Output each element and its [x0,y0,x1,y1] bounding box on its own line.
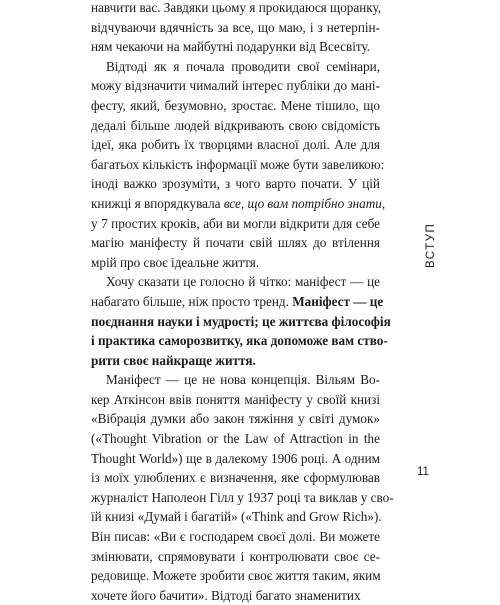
text-line [91,312,391,332]
text-line [91,370,380,390]
text-line [91,507,380,527]
text-line [91,449,380,469]
text-line [91,37,380,57]
text-line [91,253,380,273]
text-segment: Маніфест — це не нова концепція. Вільям Во- [106,372,380,388]
text-line [91,76,380,96]
text-segment: хочете його бачити». Відтоді багато знаменитих [91,587,361,603]
text-line [91,527,380,547]
text-line [91,194,386,214]
text-line [91,214,380,234]
bold-text: поєднання науки і мудрості; це життєва філософія [91,313,391,329]
text-line [91,566,380,586]
text-line [91,116,380,136]
text-segment: («Thought Vibration or the Law of Attraction in the [91,431,380,447]
text-line [91,18,380,38]
text-line [91,174,380,194]
paragraph [91,272,391,370]
text-line [91,0,380,18]
text-segment: ідеї, яка робить їх творцями власної долі. Але для [91,137,380,153]
bold-text: і практика саморозвитку, яка допоможе вам ство- [91,333,388,349]
text-line [91,488,394,508]
text-line [91,292,384,312]
text-segment: відчуваючи вдячність за все, що маю, і з нетерпін- [91,19,380,35]
text-segment: мрій про своє ідеальне життя. [91,254,260,270]
italic-text: все, що вам потрібно знати [223,195,382,211]
text-segment: редовище. Можете зробити своє життя таким, яким [91,568,381,584]
page-number: 11 [417,466,429,478]
text-line [91,390,380,410]
bold-text: рити своє найкраще життя. [91,352,256,368]
text-line [91,135,380,155]
text-line [91,155,385,175]
text-segment: набагато більше, ніж просто тренд. [91,293,293,309]
body-text [91,0,394,605]
text-segment: кер Аткінсон ввів поняття маніфесту у своїй книзі [91,391,380,407]
text-segment: змінювати, спрямовувати і контролювати своє се- [91,548,380,564]
text-line [91,272,380,292]
text-segment: із моїх улюблених є визначення, яке сформулював [91,470,380,486]
text-segment: Відтоді як я почала проводити свої семінари, [106,58,380,74]
text-segment: багатьох кількість інформації може бути завеликою: [91,156,385,172]
text-segment: Thought World») ще в далекому 1906 році. А одним [91,450,380,466]
text-line [91,96,380,116]
text-segment: , [381,195,386,211]
text-segment: дедалі більше людей відкривають свою свідомість [91,117,380,133]
text-segment: навчити вас. Завдяки цьому я прокидаюся щоранку, [91,0,382,15]
text-segment: їй книзі «Думай і багатій» («Think and Grow Rich»). [91,509,382,525]
bold-text: Маніфест — це [292,293,384,309]
text-line [91,351,380,371]
text-line [91,233,380,253]
text-segment: можу відзначити чималий інтерес публіки до мані- [91,78,380,94]
text-line [91,468,380,488]
paragraph [91,57,386,273]
text-segment: магію маніфесту й почати свій шлях до втілення [91,235,380,251]
text-segment: книжці я впорядкувала [91,195,224,211]
text-segment: журналіст Наполеон Гілл у 1937 році та виклав у сво- [91,489,394,505]
text-line [91,586,380,605]
text-line [91,331,388,351]
text-line [91,547,380,567]
text-line [91,57,380,77]
chapter-side-label: ВСТУП [425,222,437,268]
text-segment: у 7 простих кроків, аби ви могли відкрити для себе [91,215,380,231]
paragraph [91,0,380,57]
text-line [91,429,380,449]
text-segment: фесту, який, безумовно, зростає. Мене тішило, що [91,97,380,113]
text-segment: «Вібрація думки або закон тяжіння у світі думок» [91,411,380,427]
paragraph [91,370,394,605]
text-segment: Він писав: «Ви є господарем своєї долі. Ви можете [91,529,380,545]
text-segment: Хочу сказати це голосно й чітко: маніфест — це [106,274,380,290]
text-line [91,409,380,429]
text-segment: іноді важко зрозуміти, з чого варто почати. У цій [91,176,380,192]
text-segment: ням чекаючи на майбутні подарунки від Всесвіту. [91,39,371,55]
